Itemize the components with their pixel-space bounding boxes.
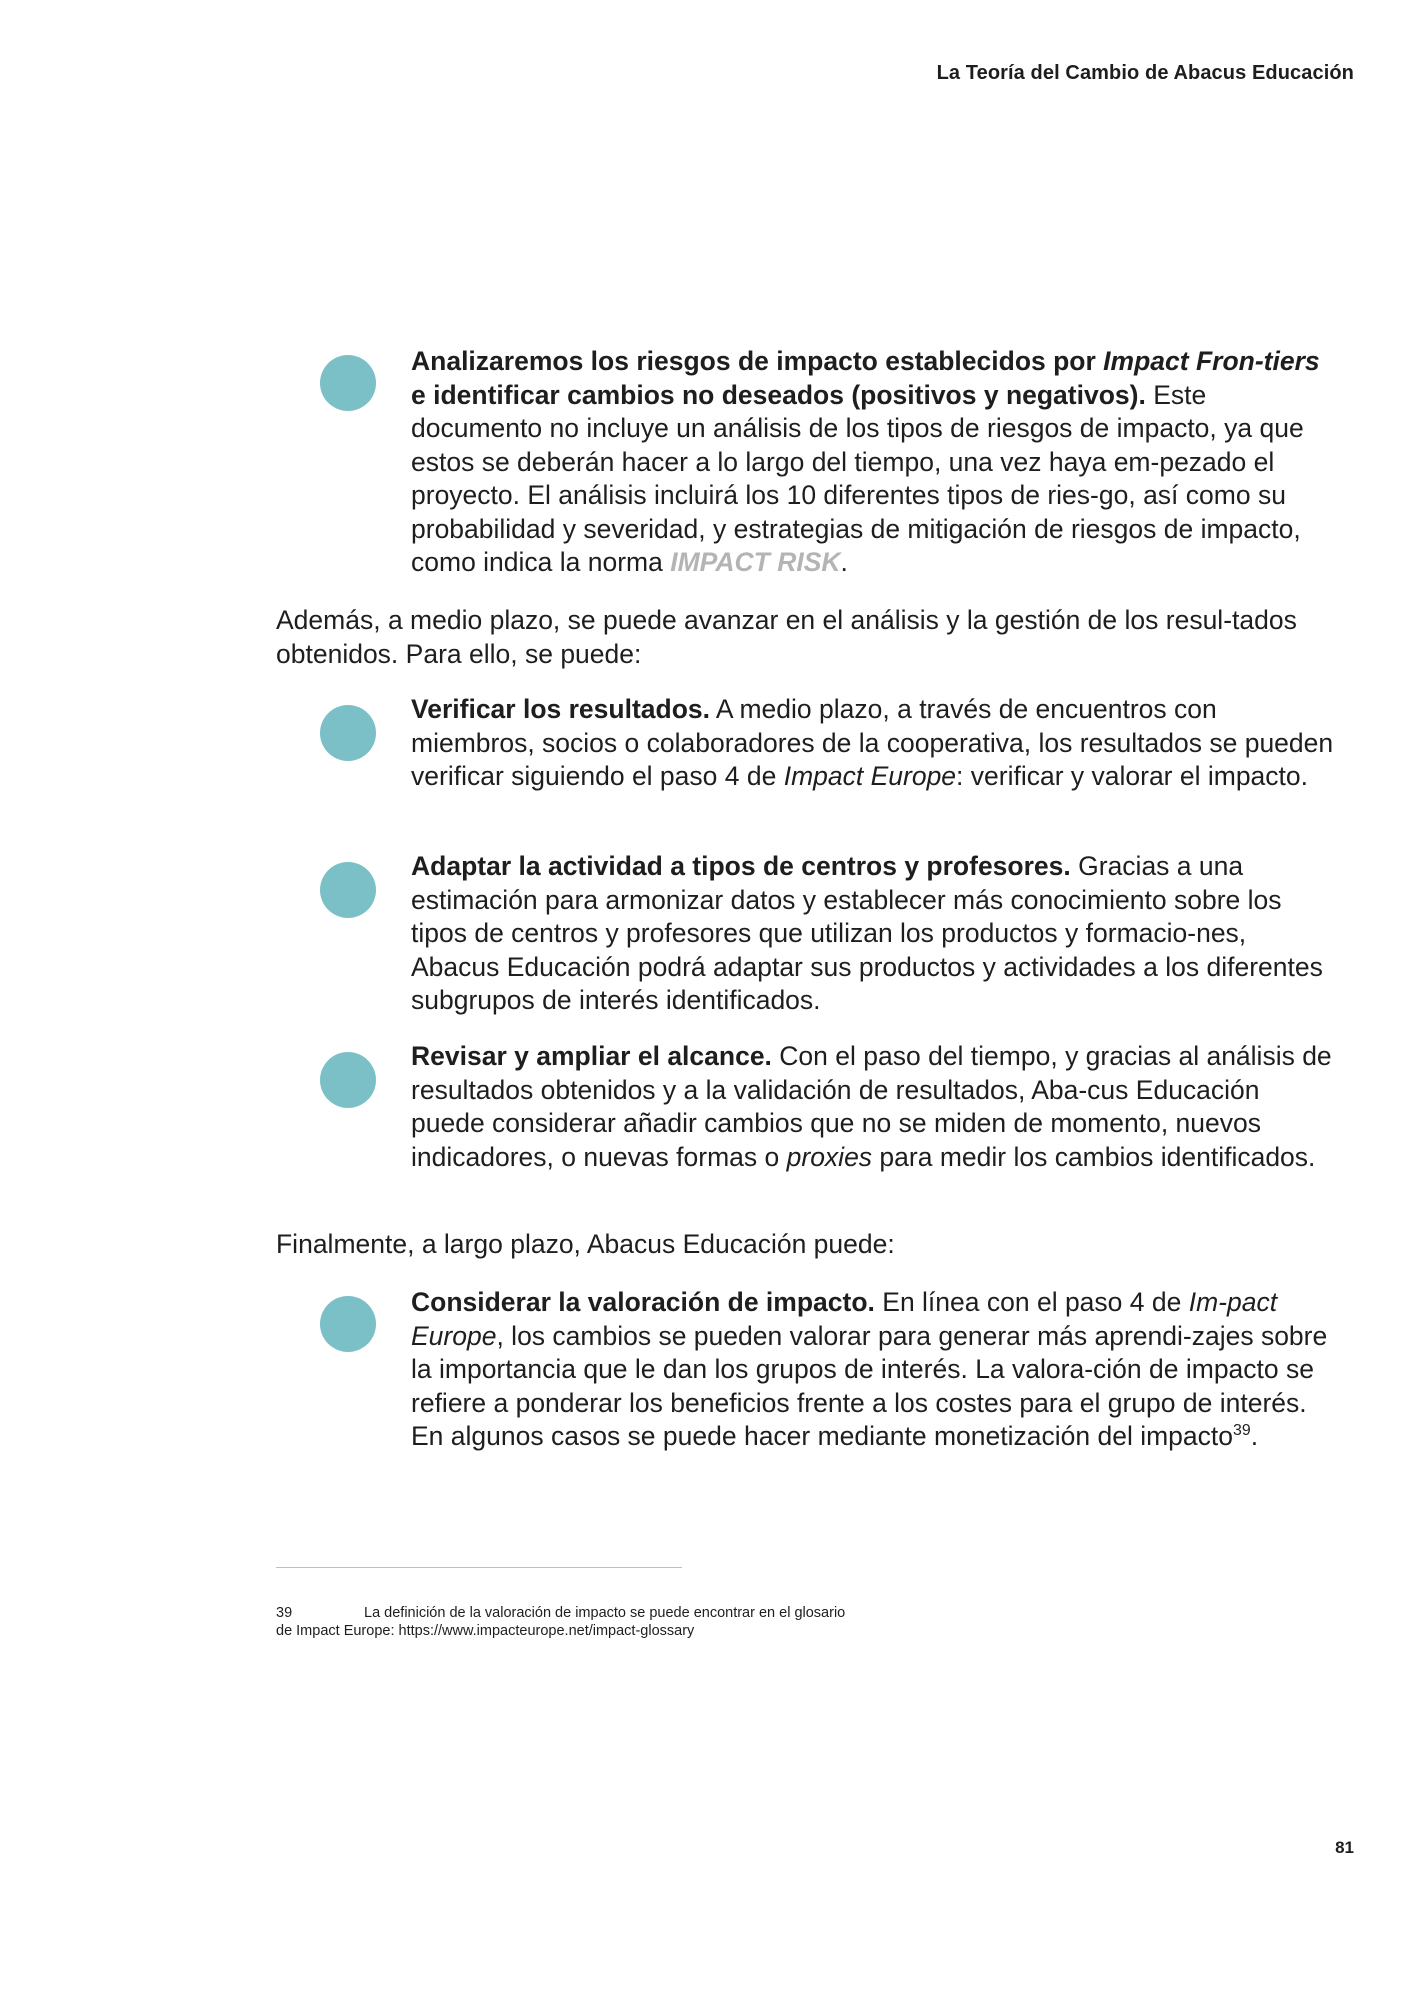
bullet-impact-risks [320,345,1340,580]
footnote-text-line1: La definición de la valoración de impacto se puede encontrar en el glosario [364,1605,846,1621]
bullet-dot-icon [320,705,376,761]
bullet-impact-valuation [320,1286,1340,1454]
bullet-text [411,345,1340,580]
bullet-body: Con el paso del tiempo, y gracias al análisis de resultados obtenidos y a la validación de resultados, Aba-cus Educación puede considerar añadir cambios que no se miden de momento, nuevos indicadores, o nuevas formas o [411,1041,1332,1172]
bullet-body: En línea con el paso 4 de [874,1287,1189,1317]
page-number: 81 [1335,1838,1354,1857]
footnote-number: 39 [276,1605,293,1621]
bullet-italic: Im-pact Europe [411,1287,1278,1351]
bullet-lead: Revisar y ampliar el alcance. [411,1041,772,1071]
bullet-dot-icon [320,1296,376,1352]
footnote-reference[interactable]: 39 [1233,1422,1251,1440]
footnote [276,1604,976,1640]
bullet-lead-italic: Impact Fron-tiers [1103,346,1320,376]
bullet-italic: proxies [786,1141,873,1172]
bullet-lead: Analizaremos los riesgos de impacto establecidos por [411,346,1104,376]
bullet-text [411,1040,1340,1174]
bullet-dot-icon [320,862,376,918]
bullet-verify-results [320,693,1340,794]
bullet-end: . [1250,1421,1259,1451]
bullet-text [411,1286,1340,1454]
footnote-text-line2[interactable]: de Impact Europe: https://www.impacteurope.net/impact-glossary [276,1623,695,1639]
running-header: La Teoría del Cambio de Abacus Educación [936,62,1354,84]
bullet-text [411,693,1340,794]
bullet-text [411,850,1340,1018]
bullet-body: A medio plazo, a través de encuentros con miembros, socios o colaboradores de la cooperativa, los resultados se pueden verificar siguiendo el paso 4 de [411,694,1334,791]
bullet-body-end: : verificar y valorar el impacto. [956,761,1309,791]
bullet-lead: Considerar la valoración de impacto. [411,1287,875,1317]
paragraph-medium-term: Además, a medio plazo, se puede avanzar en el análisis y la gestión de los resul-tados obtenidos. Para ello, se puede: [276,605,1297,669]
bullet-end: . [840,547,848,577]
bullet-lead: Adaptar la actividad a tipos de centros y profesores. [411,851,1071,881]
bullet-adapt-activity [320,850,1340,1018]
bullet-body: Este documento no incluye un análisis de los tipos de riesgos de impacto, ya que estos se deberán hacer a lo largo del tiempo, una vez haya em-pezado el proyecto. El análisis incluirá los 10 diferentes tipos de ries-go, así como su probabilidad y severidad, y estrategias de mitigación de riesgos de impacto, como indica la norma [411,379,1304,577]
impact-risk-link[interactable]: IMPACT RISK [670,547,841,577]
footnote-divider [276,1567,682,1568]
bullet-body-end: para medir los cambios identificados. [872,1141,1316,1172]
bullet-dot-icon [320,1052,376,1108]
bullet-body-end: , los cambios se pueden valorar para generar más aprendi-zajes sobre la importancia que le dan los grupos de interés. La valora-ción de impacto se refiere a ponderar los beneficios frente a los costes para el grupo de interés. En algunos casos se puede hacer mediante monetización del impacto [411,1320,1328,1451]
paragraph-long-term: Finalmente, a largo plazo, Abacus Educación puede: [276,1229,895,1259]
bullet-lead-end: e identificar cambios no deseados (positivos y negativos). [411,379,1146,410]
bullet-dot-icon [320,355,376,411]
bullet-review-scope [320,1040,1340,1174]
bullet-lead: Verificar los resultados. [411,694,710,724]
bullet-italic: Impact Europe [783,761,957,791]
bullet-body: Gracias a una estimación para armonizar datos y establecer más conocimiento sobre los tipos de centros y profesores que utilizan los productos y formacio-nes, Abacus Educación podrá adaptar sus productos y actividades a los diferentes subgrupos de interés identificados. [411,851,1323,1015]
